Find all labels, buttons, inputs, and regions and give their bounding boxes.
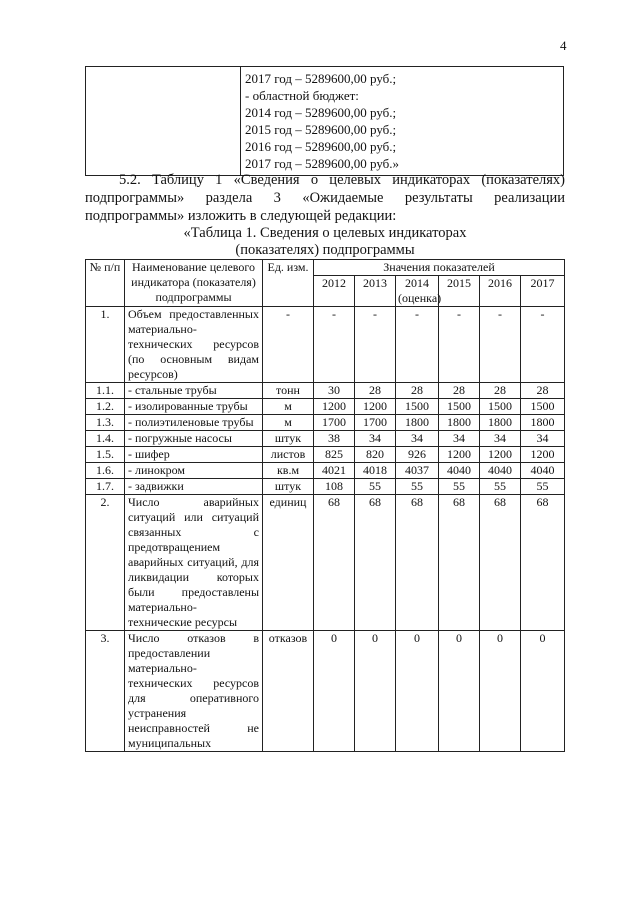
row-value: 0 — [480, 631, 521, 752]
table-row — [86, 399, 565, 415]
row-value: 1500 — [521, 399, 565, 415]
header-year: 2014 (оценка) — [396, 276, 439, 307]
row-value: 68 — [355, 495, 396, 631]
row-value: 1800 — [396, 415, 439, 431]
row-indicator-name: - задвижки — [125, 479, 263, 495]
table-row — [86, 463, 565, 479]
row-value: 1200 — [480, 447, 521, 463]
amendment-paragraph: 5.2. Таблицу 1 «Сведения о целевых индикаторах (показателях) подпрограммы» раздела 3 «Ожидаемые результаты реализации подпрограммы» изложить в следующей редакции: — [85, 172, 565, 224]
row-value: 0 — [355, 631, 396, 752]
row-value: 0 — [396, 631, 439, 752]
row-unit: кв.м — [263, 463, 314, 479]
row-number: 1.4. — [86, 431, 125, 447]
row-unit: - — [263, 307, 314, 383]
row-value: 1500 — [480, 399, 521, 415]
row-unit: листов — [263, 447, 314, 463]
header-values: Значения показателей — [314, 260, 565, 276]
row-value: 68 — [396, 495, 439, 631]
row-value: 1200 — [439, 447, 480, 463]
row-value: - — [396, 307, 439, 383]
row-value: 55 — [521, 479, 565, 495]
row-number: 3. — [86, 631, 125, 752]
header-year: 2015 — [439, 276, 480, 307]
header-year: 2016 — [480, 276, 521, 307]
row-number: 1.6. — [86, 463, 125, 479]
row-value: 1200 — [355, 399, 396, 415]
row-value: 34 — [396, 431, 439, 447]
budget-line: 2014 год – 5289600,00 руб.; — [245, 105, 397, 120]
row-value: - — [355, 307, 396, 383]
row-value: 820 — [355, 447, 396, 463]
budget-line: 2017 год – 5289600,00 руб.» — [245, 156, 400, 171]
row-value: 1200 — [521, 447, 565, 463]
header-year: 2017 — [521, 276, 565, 307]
row-value: 28 — [480, 383, 521, 399]
row-number: 1.7. — [86, 479, 125, 495]
row-value: 1500 — [396, 399, 439, 415]
header-year: 2012 — [314, 276, 355, 307]
row-value: 0 — [439, 631, 480, 752]
budget-line: 2016 год – 5289600,00 руб.; — [245, 139, 397, 154]
row-value: 4037 — [396, 463, 439, 479]
row-value: - — [314, 307, 355, 383]
page-number: 4 — [560, 38, 567, 53]
row-value: 1800 — [521, 415, 565, 431]
row-value: 34 — [355, 431, 396, 447]
row-indicator-name: - линокром — [125, 463, 263, 479]
row-value: 55 — [355, 479, 396, 495]
row-value: 1500 — [439, 399, 480, 415]
budget-line: - областной бюджет: — [245, 88, 359, 103]
row-value: 55 — [396, 479, 439, 495]
budget-continuation-table — [85, 66, 564, 176]
row-value: 1700 — [314, 415, 355, 431]
row-indicator-name: - стальные трубы — [125, 383, 263, 399]
row-unit: тонн — [263, 383, 314, 399]
indicators-body — [86, 307, 565, 752]
header-num: № п/п — [86, 260, 125, 307]
indicators-table — [85, 259, 565, 752]
row-value: 55 — [439, 479, 480, 495]
table-row — [86, 307, 565, 383]
row-indicator-name: - полиэтиленовые трубы — [125, 415, 263, 431]
table-row — [86, 383, 565, 399]
row-unit: м — [263, 399, 314, 415]
row-value: - — [480, 307, 521, 383]
table-title-line1: «Таблица 1. Сведения о целевых индикаторах — [183, 225, 467, 241]
row-value: 4040 — [480, 463, 521, 479]
row-value: 4018 — [355, 463, 396, 479]
row-value: 926 — [396, 447, 439, 463]
row-indicator-name: - шифер — [125, 447, 263, 463]
header-unit: Ед. изм. — [263, 260, 314, 307]
row-value: 0 — [521, 631, 565, 752]
row-indicator-name: - погружные насосы — [125, 431, 263, 447]
row-value: 68 — [480, 495, 521, 631]
row-value: 1800 — [439, 415, 480, 431]
row-value: 28 — [396, 383, 439, 399]
row-value: 34 — [480, 431, 521, 447]
row-value: - — [521, 307, 565, 383]
row-number: 1.3. — [86, 415, 125, 431]
row-value: 68 — [521, 495, 565, 631]
row-value: 825 — [314, 447, 355, 463]
row-value: 34 — [439, 431, 480, 447]
row-value: 1200 — [314, 399, 355, 415]
row-value: - — [439, 307, 480, 383]
row-value: 68 — [314, 495, 355, 631]
header-name: Наименование целевого индикатора (показателя) подпрограммы — [125, 260, 263, 307]
row-value: 55 — [480, 479, 521, 495]
row-number: 2. — [86, 495, 125, 631]
budget-lines-cell — [241, 67, 564, 176]
row-number: 1.2. — [86, 399, 125, 415]
row-unit: отказов — [263, 631, 314, 752]
row-value: 68 — [439, 495, 480, 631]
row-value: 28 — [355, 383, 396, 399]
table-row — [86, 479, 565, 495]
row-unit: м — [263, 415, 314, 431]
table-row — [86, 631, 565, 752]
row-number: 1.1. — [86, 383, 125, 399]
row-number: 1. — [86, 307, 125, 383]
table-row — [86, 415, 565, 431]
row-indicator-name: Число аварийных ситуаций или ситуаций связанных с предотвращением аварийных ситуаций, для ликвидации которых были предоставлены материально-технические ресурсы — [125, 495, 263, 631]
table-row — [86, 447, 565, 463]
row-value: 1700 — [355, 415, 396, 431]
row-value: 34 — [521, 431, 565, 447]
row-number: 1.5. — [86, 447, 125, 463]
table-row — [86, 495, 565, 631]
table-title-line2: (показателях) подпрограммы — [235, 242, 415, 258]
table-row — [86, 431, 565, 447]
row-value: 28 — [521, 383, 565, 399]
row-value: 4021 — [314, 463, 355, 479]
budget-line: 2015 год – 5289600,00 руб.; — [245, 122, 397, 137]
row-value: 28 — [439, 383, 480, 399]
row-indicator-name: Объем предоставленных материально-технических ресурсов (по основным видам ресурсов) — [125, 307, 263, 383]
row-indicator-name: - изолированные трубы — [125, 399, 263, 415]
row-unit: штук — [263, 431, 314, 447]
budget-line: 2017 год – 5289600,00 руб.; — [245, 71, 397, 86]
row-value: 4040 — [439, 463, 480, 479]
row-value: 1800 — [480, 415, 521, 431]
row-value: 108 — [314, 479, 355, 495]
row-value: 4040 — [521, 463, 565, 479]
header-year: 2013 — [355, 276, 396, 307]
row-value: 0 — [314, 631, 355, 752]
row-value: 30 — [314, 383, 355, 399]
row-unit: единиц — [263, 495, 314, 631]
row-value: 38 — [314, 431, 355, 447]
row-indicator-name: Число отказов в предоставлении материально-технических ресурсов для оперативного устранения неисправностей не муниципальных — [125, 631, 263, 752]
empty-cell — [86, 67, 241, 176]
row-unit: штук — [263, 479, 314, 495]
